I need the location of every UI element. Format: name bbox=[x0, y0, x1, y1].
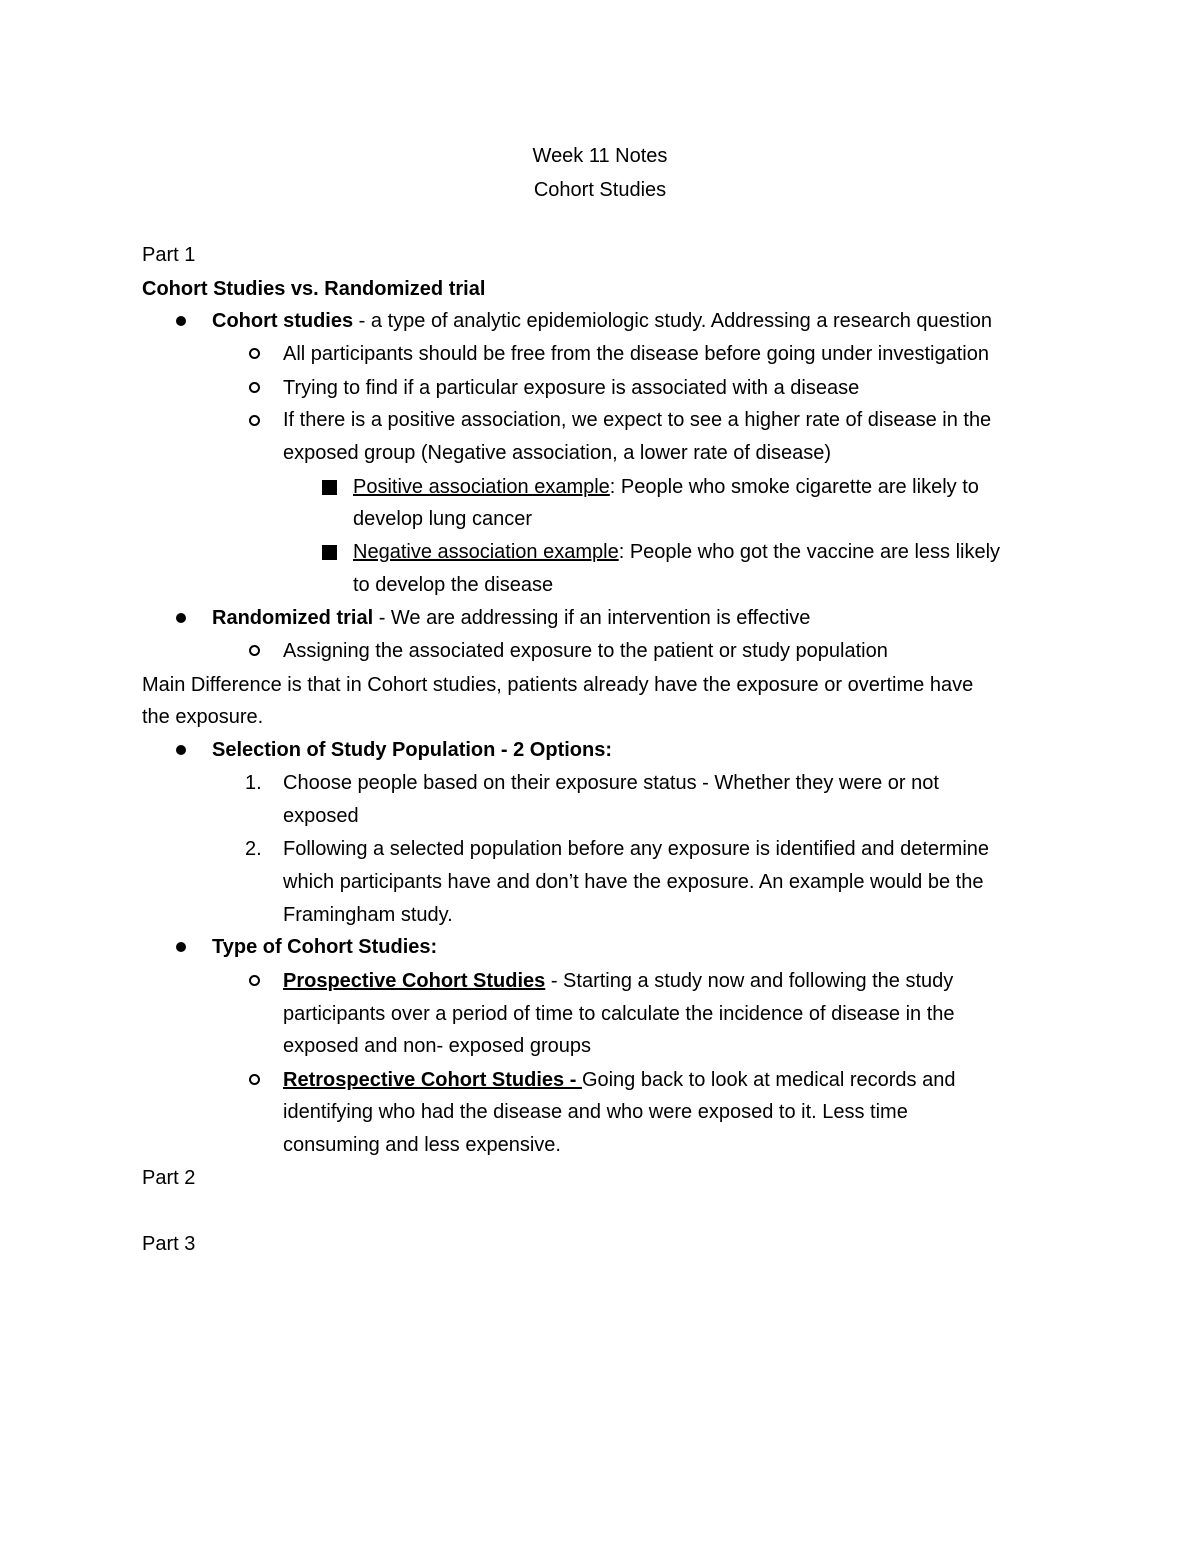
prospective-label: Prospective Cohort Studies bbox=[283, 970, 546, 992]
retrospective-text: Going back to look at medical records and bbox=[581, 1069, 956, 1091]
cohort-sub-3-line-1: If there is a positive association, we expect to see a higher rate of disease in the bbox=[283, 409, 992, 431]
retrospective-label: Retrospective Cohort Studies - bbox=[283, 1069, 582, 1091]
positive-association-label: Positive association example bbox=[353, 476, 610, 498]
part-3-heading: Part 3 bbox=[142, 1233, 196, 1255]
bullet-circle-icon bbox=[249, 415, 260, 426]
section-heading: Cohort Studies vs. Randomized trial bbox=[142, 278, 486, 300]
selection-item-2-line-1: Following a selected population before any exposure is identified and determine bbox=[283, 838, 990, 860]
bullet-disc-icon bbox=[176, 745, 186, 755]
bullet-disc-icon bbox=[176, 316, 186, 326]
cohort-sub-2: Trying to find if a particular exposure is associated with a disease bbox=[283, 377, 860, 399]
main-difference-line-2: the exposure. bbox=[142, 706, 264, 728]
negative-association-line-2: to develop the disease bbox=[353, 574, 554, 596]
randomized-sub-1: Assigning the associated exposure to the patient or study population bbox=[283, 640, 888, 662]
prospective-text: - Starting a study now and following the study bbox=[545, 970, 954, 992]
selection-heading: Selection of Study Population - 2 Options: bbox=[212, 739, 612, 761]
negative-association-label: Negative association example bbox=[353, 541, 619, 563]
positive-association-line-2: develop lung cancer bbox=[353, 508, 533, 530]
bullet-circle-icon bbox=[249, 382, 260, 393]
negative-association-example bbox=[353, 540, 1000, 564]
cohort-bullet bbox=[212, 309, 992, 333]
cohort-sub-1: All participants should be free from the disease before going under investigation bbox=[283, 343, 989, 365]
bullet-circle-icon bbox=[249, 645, 260, 656]
selection-item-2-line-3: Framingham study. bbox=[283, 904, 453, 926]
list-number: 1. bbox=[245, 772, 262, 794]
negative-association-text: : People who got the vaccine are less likely bbox=[618, 541, 1001, 563]
retrospective-line-2: identifying who had the disease and who were exposed to it. Less time bbox=[283, 1101, 908, 1123]
positive-association-example bbox=[353, 475, 979, 499]
types-heading: Type of Cohort Studies: bbox=[212, 936, 438, 958]
bullet-circle-icon bbox=[249, 348, 260, 359]
cohort-desc: - a type of analytic epidemiologic study. Addressing a research question bbox=[353, 310, 993, 332]
bullet-square-icon bbox=[322, 480, 337, 495]
list-number: 2. bbox=[245, 838, 262, 860]
document-title: Week 11 Notes bbox=[532, 145, 668, 167]
cohort-term: Cohort studies bbox=[212, 310, 354, 332]
prospective-line-1 bbox=[283, 969, 953, 993]
retrospective-line-1 bbox=[283, 1068, 955, 1092]
randomized-term: Randomized trial bbox=[212, 607, 374, 629]
positive-association-text: : People who smoke cigarette are likely to bbox=[609, 476, 979, 498]
bullet-circle-icon bbox=[249, 975, 260, 986]
prospective-line-2: participants over a period of time to calculate the incidence of disease in the bbox=[283, 1003, 955, 1025]
bullet-disc-icon bbox=[176, 942, 186, 952]
document-subtitle: Cohort Studies bbox=[533, 179, 667, 201]
bullet-circle-icon bbox=[249, 1074, 260, 1085]
prospective-line-3: exposed and non- exposed groups bbox=[283, 1035, 592, 1057]
selection-item-1-line-1: Choose people based on their exposure status - Whether they were or not bbox=[283, 772, 939, 794]
randomized-bullet bbox=[212, 606, 810, 630]
part-2-heading: Part 2 bbox=[142, 1167, 196, 1189]
retrospective-line-3: consuming and less expensive. bbox=[283, 1134, 561, 1156]
bullet-disc-icon bbox=[176, 613, 186, 623]
part-1-heading: Part 1 bbox=[142, 244, 196, 266]
selection-item-2-line-2: which participants have and don’t have the exposure. An example would be the bbox=[283, 871, 984, 893]
randomized-desc: - We are addressing if an intervention is effective bbox=[373, 607, 811, 629]
selection-item-1-line-2: exposed bbox=[283, 805, 359, 827]
main-difference-line-1: Main Difference is that in Cohort studies, patients already have the exposure or overtime have bbox=[142, 674, 974, 696]
bullet-square-icon bbox=[322, 545, 337, 560]
cohort-sub-3-line-2: exposed group (Negative association, a lower rate of disease) bbox=[283, 442, 832, 464]
